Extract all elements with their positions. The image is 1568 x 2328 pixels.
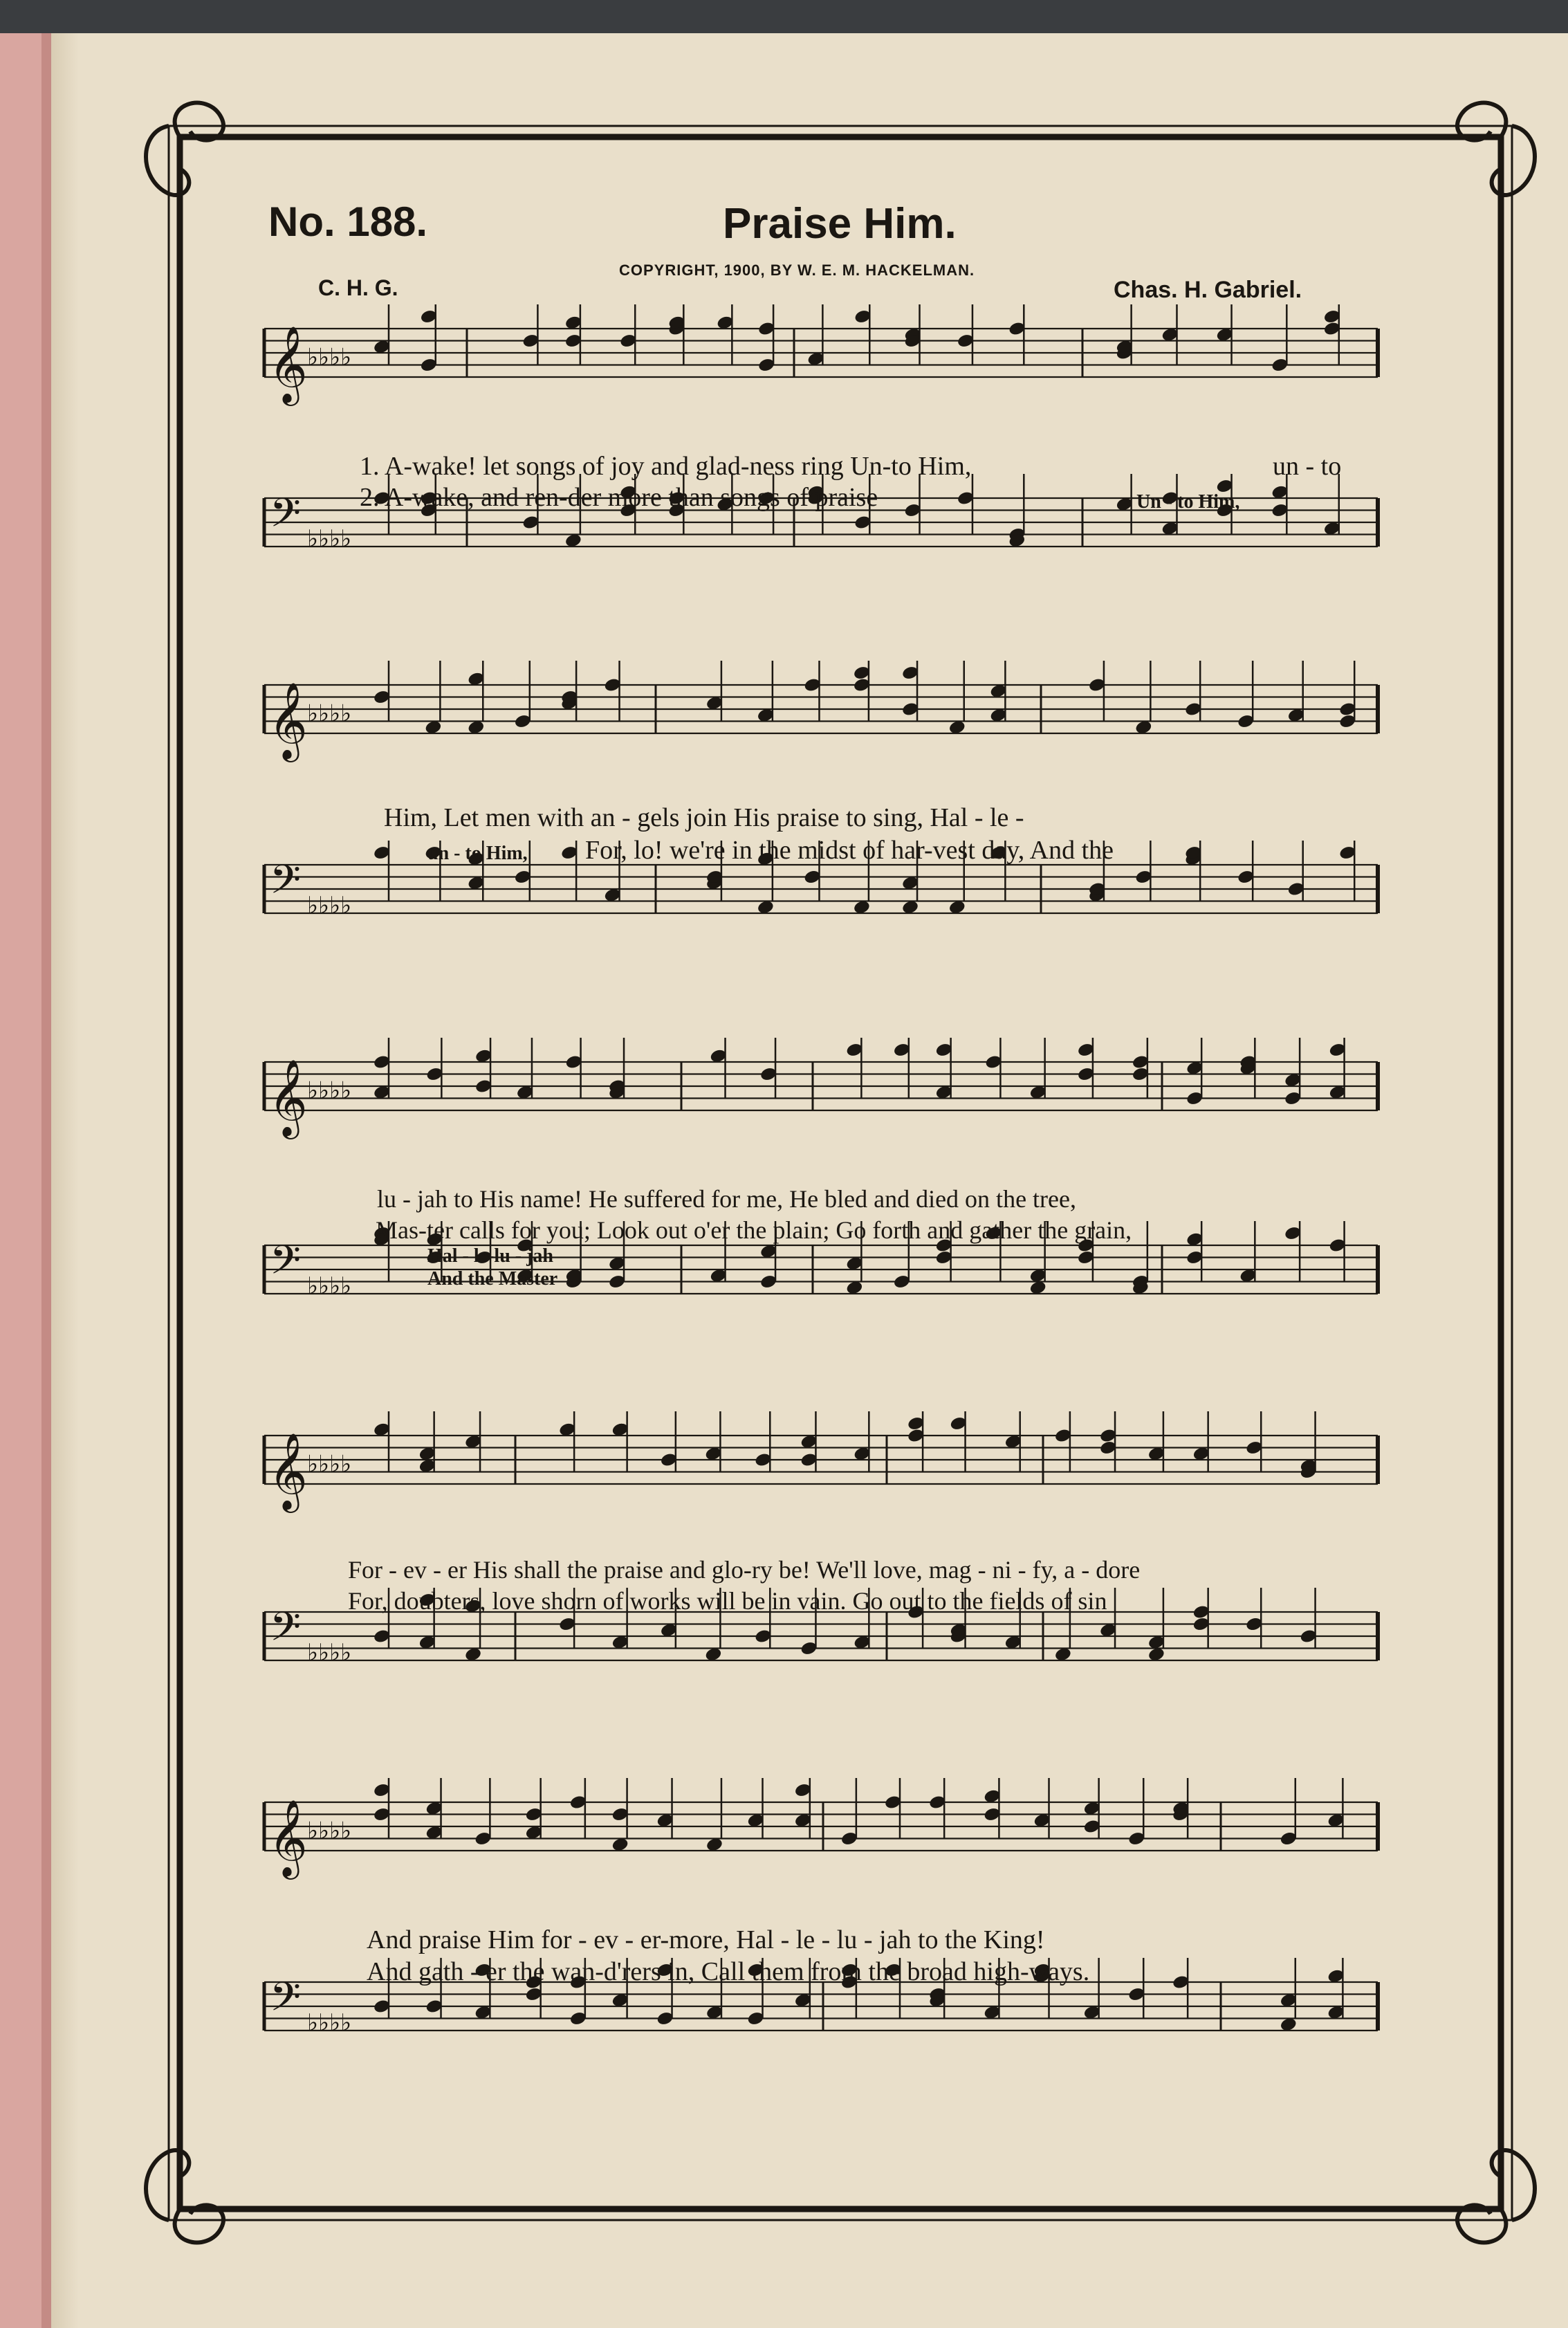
system5-verse1: And praise Him for - ev - er-more, Hal - le - lu - jah to the King!: [367, 1925, 1045, 1954]
staff-system-2: [0, 657, 1568, 941]
system4-verse1: For - ev - er His shall the praise and glo-ry be! We'll love, mag - ni - fy, a - dore: [348, 1556, 1141, 1584]
svg-text:𝄢: 𝄢: [270, 856, 302, 913]
system1-verse1: 1. A-wake! let songs of joy and glad-ness ring Un-to Him,: [360, 452, 972, 481]
svg-text:𝄞: 𝄞: [268, 1432, 308, 1510]
lyricist-credit: C. H. G.: [318, 275, 398, 300]
svg-text:♭♭♭♭: ♭♭♭♭: [307, 343, 352, 372]
system2-verse2: For, lo! we're in the midst of har-vest day, And the: [585, 836, 1114, 865]
system3-verse1: lu - jah to His name! He suffered for me, He bled and died on the tree,: [377, 1185, 1076, 1213]
hymn-number: No. 188.: [268, 199, 428, 245]
svg-text:♭♭♭♭: ♭♭♭♭: [307, 525, 352, 553]
svg-text:♭♭♭♭: ♭♭♭♭: [307, 1450, 352, 1478]
staff-system-3: [0, 1034, 1568, 1321]
svg-text:♭♭♭♭: ♭♭♭♭: [307, 1639, 352, 1667]
svg-text:𝄞: 𝄞: [268, 1799, 308, 1876]
svg-text:♭♭♭♭: ♭♭♭♭: [307, 1817, 352, 1845]
composer-credit: Chas. H. Gabriel.: [1114, 277, 1302, 303]
system3-echo1: Hal - le-lu - jah: [427, 1245, 553, 1267]
svg-text:𝄞: 𝄞: [268, 325, 308, 403]
svg-text:𝄞: 𝄞: [268, 1058, 308, 1136]
system1-verse1-tail: un - to: [1273, 452, 1342, 481]
svg-text:𝄢: 𝄢: [270, 1603, 302, 1660]
svg-text:♭♭♭♭: ♭♭♭♭: [307, 892, 352, 919]
copyright-notice: COPYRIGHT, 1900, BY W. E. M. HACKELMAN.: [619, 262, 975, 279]
staff-system-5: [0, 1775, 1568, 2058]
svg-text:𝄢: 𝄢: [270, 1236, 302, 1294]
svg-text:♭♭♭♭: ♭♭♭♭: [307, 1076, 352, 1105]
svg-text:𝄞: 𝄞: [268, 681, 308, 759]
system3-echo2: And the Master: [427, 1268, 558, 1290]
system3-verse2: Mas-ter calls for you; Look out o'er the plain; Go forth and gather the grain,: [376, 1216, 1132, 1244]
staff-system-1: [0, 301, 1568, 574]
system2-verse1: Him, Let men with an - gels join His praise to sing, Hal - le -: [384, 803, 1024, 832]
svg-text:𝄢: 𝄢: [270, 1973, 302, 2031]
svg-text:♭♭♭♭: ♭♭♭♭: [307, 2009, 352, 2037]
system1-verse2: 2. A-wake, and ren-der more than songs of praise: [360, 483, 878, 512]
system4-verse2: For, doubters, love shorn of works will be in vain. Go out to the fields of sin: [348, 1587, 1107, 1615]
staff-system-4: [0, 1408, 1568, 1688]
hymn-title: Praise Him.: [723, 200, 957, 248]
svg-text:♭♭♭♭: ♭♭♭♭: [307, 1272, 352, 1300]
svg-text:♭♭♭♭: ♭♭♭♭: [307, 699, 352, 728]
system1-echo: Un - to Him,: [1136, 491, 1240, 513]
svg-text:𝄢: 𝄢: [270, 489, 302, 547]
system5-verse2: And gath - er the wan-d'rers in, Call them from the broad high-ways.: [367, 1957, 1090, 1986]
system2-echo: un - to Him,: [427, 843, 528, 864]
